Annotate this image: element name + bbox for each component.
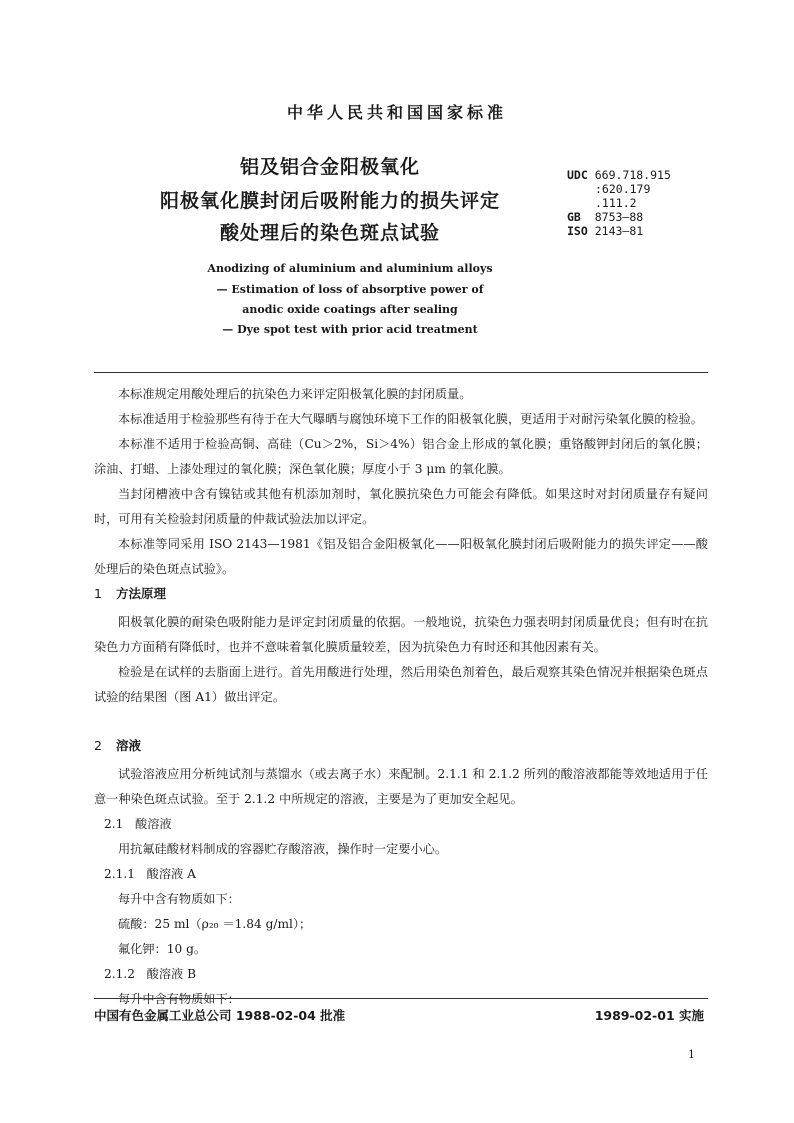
page-number: 1: [688, 1048, 695, 1061]
classification-gb: GB 8753—88: [567, 210, 644, 224]
classification-iso: ISO 2143—81: [567, 224, 644, 238]
subsection-2-1-2-line: 每升中含有物质如下：: [118, 992, 240, 1006]
intro-paragraph: 本标准规定用酸处理后的抗染色力来评定阳极氧化膜的封闭质量。: [118, 387, 472, 401]
classification-block: [567, 168, 671, 238]
intro-paragraph: 本标准不适用于检验高铜、高硅（Cu＞2%，Si＞4%）铝合金上形成的氧化膜；重铬酸钾封闭后的氧化膜；涂油、打蜡、上漆处理过的氧化膜；深色氧化膜；厚度小于 3 μm 的氧化膜。: [94, 437, 708, 476]
header-divider: [94, 372, 708, 373]
section-1-heading: 1 方法原理: [94, 586, 167, 601]
english-title-line-1: Anodizing of aluminium and aluminium alloys: [207, 262, 493, 275]
subsection-2-1-2-heading: 2.1.2 酸溶液 B: [104, 967, 197, 981]
subsection-2-1-heading: 2.1 酸溶液: [104, 817, 172, 831]
document-title-line-2: 阳极氧化膜封闭后吸附能力的损失评定: [159, 190, 500, 212]
section-paragraph: 阳极氧化膜的耐染色吸附能力是评定封闭质量的依据。一般地说，抗染色力强表明封闭质量优良；但有时在抗染色力方面稍有降低时，也并不意味着氧化膜质量较差，因为抗染色力有时还和其他因素有关。: [94, 615, 708, 654]
classification-udc: UDC 669.718.915: [567, 168, 671, 182]
intro-paragraph: 当封闭槽液中含有镍钴或其他有机添加剂时，氧化膜抗染色力可能会有降低。如果这时对封闭质量存有疑问时，可用有关检验封闭质量的仲裁试验法加以评定。: [94, 487, 708, 526]
section-2-heading: 2 溶液: [94, 738, 142, 753]
subsection-2-1: [94, 812, 708, 1012]
document-title-line-1: 铝及铝合金阳极氧化: [239, 156, 420, 178]
section-paragraph: 检验是在试样的去脂面上进行。首先用酸进行处理，然后用染色剂着色，最后观察其染色情况并根据染色斑点试验的结果图（图 A1）做出评定。: [94, 665, 708, 704]
subsection-2-1-1-heading: 2.1.1 酸溶液 A: [104, 867, 196, 881]
footer-issuer: 中国有色金属工业总公司 1988-02-04 批准: [94, 1008, 346, 1023]
intro-paragraph: 本标准等同采用 ISO 2143—1981《铝及铝合金阳极氧化——阳极氧化膜封闭后吸附能力的损失评定——酸处理后的染色斑点试验》。: [94, 537, 708, 576]
document-title-line-3: 酸处理后的染色斑点试验: [219, 222, 440, 244]
intro-block: [94, 382, 708, 582]
subsection-2-1-1-line: 氟化钾：10 g。: [118, 942, 207, 956]
footer-effective-date: 1989-02-01 实施: [594, 1008, 704, 1023]
intro-paragraph: 本标准适用于检验那些有待于在大气曝晒与腐蚀环境下工作的阳极氧化膜，更适用于对耐污染氧化膜的检验。: [118, 412, 703, 426]
subsection-2-1-1-line: 硫酸：25 ml（ρ₂₀ ＝1.84 g/ml）；: [118, 917, 312, 931]
classification-udc-cont-2: .111.2: [595, 196, 637, 210]
footer-divider: [94, 998, 708, 999]
section-1-body: [94, 610, 708, 710]
english-title-line-2: — Estimation of loss of absorptive power of: [216, 283, 484, 296]
subsection-2-1-1-line: 每升中含有物质如下：: [118, 892, 240, 906]
classification-udc-cont-1: :620.179: [595, 182, 651, 196]
english-title-line-4: — Dye spot test with prior acid treatment: [222, 323, 478, 336]
section-paragraph: 试验溶液应用分析纯试剂与蒸馏水（或去离子水）来配制。2.1.1 和 2.1.2 所列的酸溶液都能等效地适用于任意一种染色斑点试验。至于 2.1.2 中所规定的溶液，主要是为了更加安全起见。: [94, 767, 708, 806]
section-2-body: [94, 762, 708, 812]
english-title-line-3: anodic oxide coatings after sealing: [242, 303, 458, 316]
subsection-2-1-text: 用抗氟硅酸材料制成的容器贮存酸溶液，操作时一定要小心。: [118, 842, 448, 856]
national-standard-heading: 中华人民共和国国家标准: [286, 103, 507, 122]
